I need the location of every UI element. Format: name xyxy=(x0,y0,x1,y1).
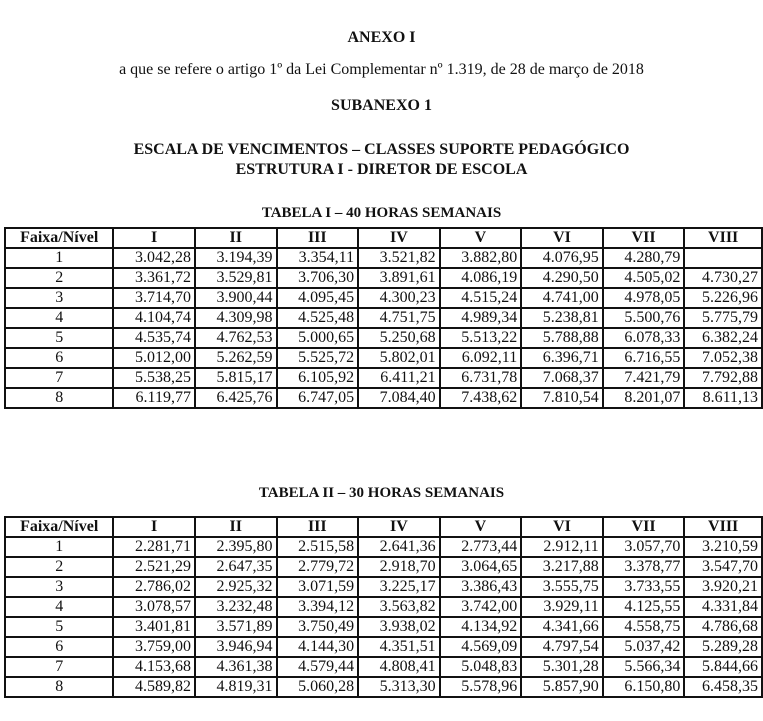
table-row xyxy=(5,248,762,268)
value-cell: 7.810,54 xyxy=(521,388,603,408)
value-cell: 5.000,65 xyxy=(277,328,359,348)
value-cell: 3.882,80 xyxy=(440,248,522,268)
structure-title: ESTRUTURA I - DIRETOR DE ESCOLA xyxy=(235,161,528,178)
value-cell: 3.714,70 xyxy=(113,288,195,308)
value-cell: 5.289,28 xyxy=(684,637,762,657)
table-row xyxy=(5,388,762,408)
column-header: III xyxy=(277,517,359,537)
value-cell: 2.918,70 xyxy=(358,557,440,577)
value-cell: 4.808,41 xyxy=(358,657,440,677)
value-cell: 3.920,21 xyxy=(684,577,762,597)
value-cell: 5.538,25 xyxy=(113,368,195,388)
value-cell: 4.515,24 xyxy=(440,288,522,308)
value-cell: 3.929,11 xyxy=(521,597,603,617)
value-cell: 5.844,66 xyxy=(684,657,762,677)
value-cell: 3.232,48 xyxy=(195,597,277,617)
faixa-cell: 5 xyxy=(5,328,113,348)
table-row xyxy=(5,328,762,348)
value-cell: 7.792,88 xyxy=(684,368,762,388)
value-cell: 4.341,66 xyxy=(521,617,603,637)
value-cell: 3.394,12 xyxy=(277,597,359,617)
value-cell: 4.525,48 xyxy=(277,308,359,328)
value-cell: 5.802,01 xyxy=(358,348,440,368)
table-row xyxy=(5,657,762,677)
value-cell: 4.351,51 xyxy=(358,637,440,657)
faixa-cell: 8 xyxy=(5,388,113,408)
value-cell: 4.076,95 xyxy=(521,248,603,268)
column-header: VII xyxy=(603,517,685,537)
value-cell: 4.300,23 xyxy=(358,288,440,308)
value-cell: 6.731,78 xyxy=(440,368,522,388)
value-cell: 4.819,31 xyxy=(195,677,277,697)
value-cell: 4.989,34 xyxy=(440,308,522,328)
value-cell: 3.378,77 xyxy=(603,557,685,577)
value-cell: 2.786,02 xyxy=(113,577,195,597)
value-cell: 3.571,89 xyxy=(195,617,277,637)
value-cell: 6.458,35 xyxy=(684,677,762,697)
value-cell: 5.250,68 xyxy=(358,328,440,348)
value-cell: 2.925,32 xyxy=(195,577,277,597)
faixa-cell: 2 xyxy=(5,268,113,288)
value-cell: 2.281,71 xyxy=(113,537,195,557)
column-header: VIII xyxy=(684,228,762,248)
value-cell xyxy=(684,248,762,268)
value-cell: 3.900,44 xyxy=(195,288,277,308)
annex-subtitle: a que se refere o artigo 1º da Lei Complementar nº 1.319, de 28 de março de 2018 xyxy=(119,61,644,78)
value-cell: 5.037,42 xyxy=(603,637,685,657)
table-row xyxy=(5,617,762,637)
table-1-title: TABELA I – 40 HORAS SEMANAIS xyxy=(261,205,502,221)
column-header: VII xyxy=(603,228,685,248)
table-row xyxy=(5,348,762,368)
table-row xyxy=(5,557,762,577)
value-cell: 3.386,43 xyxy=(440,577,522,597)
value-cell: 2.641,36 xyxy=(358,537,440,557)
column-header: VIII xyxy=(684,517,762,537)
value-cell: 4.579,44 xyxy=(277,657,359,677)
column-header: Faixa/Nível xyxy=(5,517,113,537)
value-cell: 5.060,28 xyxy=(277,677,359,697)
faixa-cell: 7 xyxy=(5,657,113,677)
value-cell: 4.751,75 xyxy=(358,308,440,328)
value-cell: 5.775,79 xyxy=(684,308,762,328)
value-cell: 2.395,80 xyxy=(195,537,277,557)
value-cell: 4.331,84 xyxy=(684,597,762,617)
value-cell: 5.500,76 xyxy=(603,308,685,328)
value-cell: 2.912,11 xyxy=(521,537,603,557)
value-cell: 7.438,62 xyxy=(440,388,522,408)
value-cell: 3.057,70 xyxy=(603,537,685,557)
value-cell: 2.647,35 xyxy=(195,557,277,577)
value-cell: 4.569,09 xyxy=(440,637,522,657)
value-cell: 8.611,13 xyxy=(684,388,762,408)
faixa-cell: 3 xyxy=(5,577,113,597)
column-header: VI xyxy=(521,517,603,537)
subannex-heading: SUBANEXO 1 xyxy=(331,97,432,114)
table-header-row xyxy=(5,228,762,248)
faixa-cell: 8 xyxy=(5,677,113,697)
value-cell: 3.361,72 xyxy=(113,268,195,288)
value-cell: 5.513,22 xyxy=(440,328,522,348)
value-cell: 5.048,83 xyxy=(440,657,522,677)
value-cell: 4.144,30 xyxy=(277,637,359,657)
value-cell: 4.290,50 xyxy=(521,268,603,288)
value-cell: 5.815,17 xyxy=(195,368,277,388)
column-header: III xyxy=(277,228,359,248)
column-header: V xyxy=(440,228,522,248)
column-header: I xyxy=(113,517,195,537)
value-cell: 3.042,28 xyxy=(113,248,195,268)
value-cell: 5.788,88 xyxy=(521,328,603,348)
value-cell: 2.521,29 xyxy=(113,557,195,577)
value-cell: 3.946,94 xyxy=(195,637,277,657)
value-cell: 4.280,79 xyxy=(603,248,685,268)
value-cell: 2.779,72 xyxy=(277,557,359,577)
value-cell: 4.134,92 xyxy=(440,617,522,637)
table-row xyxy=(5,537,762,557)
faixa-cell: 1 xyxy=(5,537,113,557)
value-cell: 3.354,11 xyxy=(277,248,359,268)
value-cell: 5.012,00 xyxy=(113,348,195,368)
value-cell: 4.741,00 xyxy=(521,288,603,308)
value-cell: 4.797,54 xyxy=(521,637,603,657)
value-cell: 3.225,17 xyxy=(358,577,440,597)
column-header: V xyxy=(440,517,522,537)
value-cell: 3.733,55 xyxy=(603,577,685,597)
value-cell: 6.150,80 xyxy=(603,677,685,697)
value-cell: 4.558,75 xyxy=(603,617,685,637)
table-row xyxy=(5,288,762,308)
value-cell: 3.210,59 xyxy=(684,537,762,557)
value-cell: 4.762,53 xyxy=(195,328,277,348)
value-cell: 3.064,65 xyxy=(440,557,522,577)
column-header: Faixa/Nível xyxy=(5,228,113,248)
value-cell: 7.421,79 xyxy=(603,368,685,388)
value-cell: 6.119,77 xyxy=(113,388,195,408)
column-header: IV xyxy=(358,228,440,248)
value-cell: 3.706,30 xyxy=(277,268,359,288)
value-cell: 6.716,55 xyxy=(603,348,685,368)
value-cell: 2.515,58 xyxy=(277,537,359,557)
value-cell: 3.521,82 xyxy=(358,248,440,268)
value-cell: 4.730,27 xyxy=(684,268,762,288)
value-cell: 5.238,81 xyxy=(521,308,603,328)
value-cell: 4.125,55 xyxy=(603,597,685,617)
value-cell: 6.382,24 xyxy=(684,328,762,348)
column-header: II xyxy=(195,517,277,537)
value-cell: 4.153,68 xyxy=(113,657,195,677)
value-cell: 8.201,07 xyxy=(603,388,685,408)
value-cell: 5.313,30 xyxy=(358,677,440,697)
table-row xyxy=(5,368,762,388)
value-cell: 3.194,39 xyxy=(195,248,277,268)
faixa-cell: 6 xyxy=(5,348,113,368)
value-cell: 6.078,33 xyxy=(603,328,685,348)
faixa-cell: 6 xyxy=(5,637,113,657)
value-cell: 2.773,44 xyxy=(440,537,522,557)
scale-title: ESCALA DE VENCIMENTOS – CLASSES SUPORTE PEDAGÓGICO xyxy=(133,141,630,158)
faixa-cell: 1 xyxy=(5,248,113,268)
value-cell: 5.301,28 xyxy=(521,657,603,677)
column-header: I xyxy=(113,228,195,248)
faixa-cell: 4 xyxy=(5,308,113,328)
value-cell: 5.578,96 xyxy=(440,677,522,697)
value-cell: 6.411,21 xyxy=(358,368,440,388)
value-cell: 3.750,49 xyxy=(277,617,359,637)
value-cell: 3.217,88 xyxy=(521,557,603,577)
value-cell: 3.563,82 xyxy=(358,597,440,617)
table-row xyxy=(5,308,762,328)
value-cell: 3.938,02 xyxy=(358,617,440,637)
table-row xyxy=(5,637,762,657)
faixa-cell: 4 xyxy=(5,597,113,617)
value-cell: 3.891,61 xyxy=(358,268,440,288)
value-cell: 6.747,05 xyxy=(277,388,359,408)
value-cell: 4.361,38 xyxy=(195,657,277,677)
table-2-title: TABELA II – 30 HORAS SEMANAIS xyxy=(258,485,505,501)
value-cell: 4.104,74 xyxy=(113,308,195,328)
value-cell: 5.226,96 xyxy=(684,288,762,308)
value-cell: 4.095,45 xyxy=(277,288,359,308)
value-cell: 4.505,02 xyxy=(603,268,685,288)
value-cell: 3.401,81 xyxy=(113,617,195,637)
table-row xyxy=(5,577,762,597)
value-cell: 4.535,74 xyxy=(113,328,195,348)
value-cell: 5.857,90 xyxy=(521,677,603,697)
table-row xyxy=(5,677,762,697)
column-header: IV xyxy=(358,517,440,537)
table-row xyxy=(5,268,762,288)
value-cell: 4.086,19 xyxy=(440,268,522,288)
value-cell: 3.078,57 xyxy=(113,597,195,617)
value-cell: 3.071,59 xyxy=(277,577,359,597)
salary-table-30h xyxy=(4,516,763,698)
value-cell: 4.786,68 xyxy=(684,617,762,637)
value-cell: 4.589,82 xyxy=(113,677,195,697)
annex-heading: ANEXO I xyxy=(347,29,416,46)
value-cell: 4.978,05 xyxy=(603,288,685,308)
column-header: VI xyxy=(521,228,603,248)
value-cell: 7.068,37 xyxy=(521,368,603,388)
table-row xyxy=(5,597,762,617)
value-cell: 3.742,00 xyxy=(440,597,522,617)
value-cell: 6.396,71 xyxy=(521,348,603,368)
column-header: II xyxy=(195,228,277,248)
faixa-cell: 5 xyxy=(5,617,113,637)
faixa-cell: 2 xyxy=(5,557,113,577)
value-cell: 7.084,40 xyxy=(358,388,440,408)
value-cell: 3.529,81 xyxy=(195,268,277,288)
value-cell: 6.092,11 xyxy=(440,348,522,368)
value-cell: 6.425,76 xyxy=(195,388,277,408)
table-header-row xyxy=(5,517,762,537)
faixa-cell: 7 xyxy=(5,368,113,388)
value-cell: 3.555,75 xyxy=(521,577,603,597)
value-cell: 4.309,98 xyxy=(195,308,277,328)
value-cell: 7.052,38 xyxy=(684,348,762,368)
value-cell: 3.759,00 xyxy=(113,637,195,657)
value-cell: 5.525,72 xyxy=(277,348,359,368)
value-cell: 5.566,34 xyxy=(603,657,685,677)
value-cell: 3.547,70 xyxy=(684,557,762,577)
salary-table-40h xyxy=(4,227,763,409)
faixa-cell: 3 xyxy=(5,288,113,308)
value-cell: 5.262,59 xyxy=(195,348,277,368)
value-cell: 6.105,92 xyxy=(277,368,359,388)
